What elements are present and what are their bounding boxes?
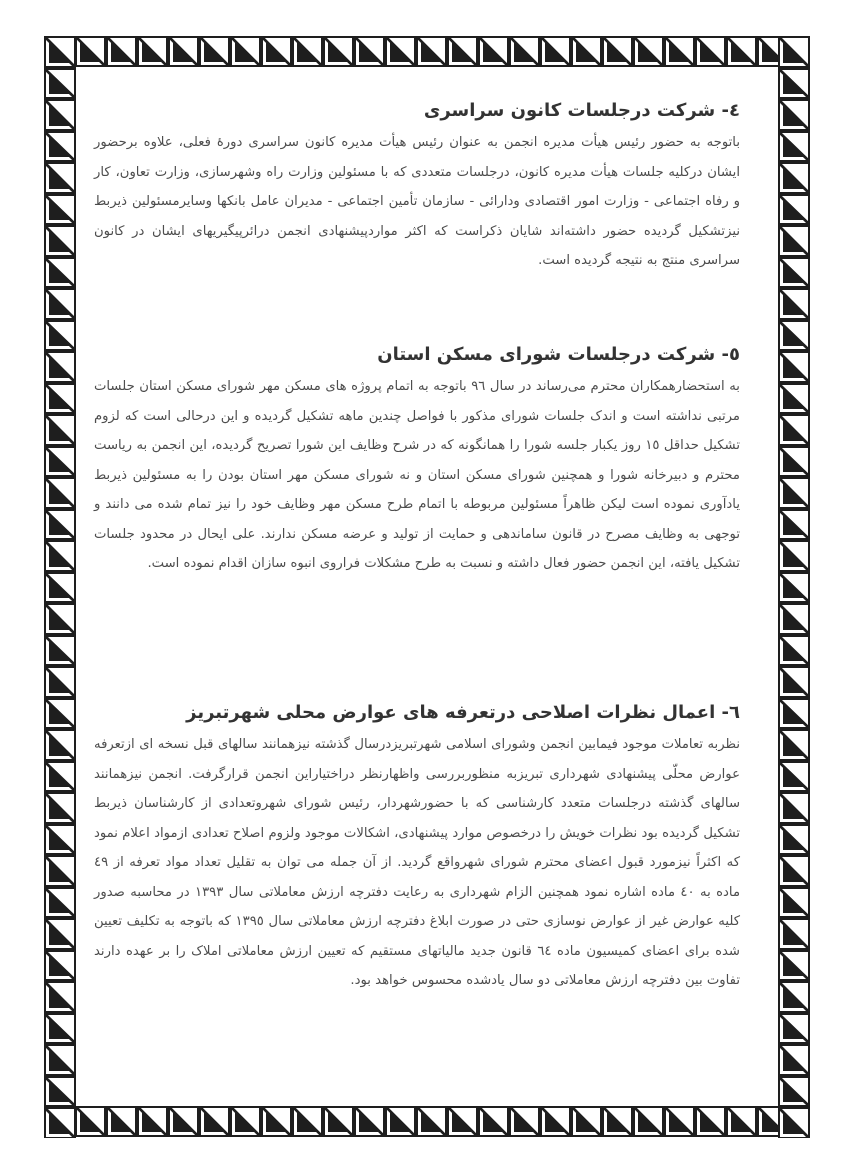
border-tile: [478, 1106, 509, 1137]
border-tile: [571, 1106, 602, 1137]
border-tile: [106, 1106, 137, 1137]
border-tile: [778, 383, 810, 415]
border-tile: [44, 477, 76, 509]
border-tile: [778, 446, 810, 478]
border-tile: [292, 36, 323, 67]
border-tile: [571, 36, 602, 67]
border-tile: [44, 698, 76, 730]
border-top: [44, 36, 810, 68]
border-tile: [354, 36, 385, 67]
border-tile: [778, 698, 810, 730]
border-tile: [44, 824, 76, 856]
border-tile: [44, 729, 76, 761]
border-tile: [778, 68, 810, 100]
border-tile: [44, 446, 76, 478]
border-tile: [137, 36, 168, 67]
border-tile: [106, 36, 137, 67]
border-tile: [44, 855, 76, 887]
border-tile: [509, 36, 540, 67]
border-tile: [778, 320, 810, 352]
border-tile: [778, 1013, 810, 1045]
border-tile: [44, 383, 76, 415]
border-tile: [540, 36, 571, 67]
border-tile: [75, 36, 106, 67]
border-tile: [44, 36, 76, 68]
border-tile: [633, 1106, 664, 1137]
border-tile: [292, 1106, 323, 1137]
border-tile: [778, 288, 810, 320]
border-tile: [509, 1106, 540, 1137]
section-body: نظربه تعاملات موجود فیمابین انجمن وشورای اسلامی شهرتبریزدرسال گذشته نیزهمانند سالهای قبل نسخه ای ازتعرفه عوارض محلّی پیشنهادی شهرداری تبریزبه منظوربررسی واظهارنظر دراختیاراین انجمن قرارگرفت. انجمن نیزهمانند سالهای گذشته درجلسات متعدد کارشناسی که با حضورشهردار، رئیس شورای شهروتعدادی از کارشناسان ذیربط تشکیل گردیده بود نظرات خویش را درخصوص موارد پیشنهادی، اشکالات موجود ولزوم اصلاح تعدادی ازمواد اعلام نمود که اکثراً نیزمورد قبول اعضای محترم شورای شهرواقع گردید. از آن جمله می توان به تقلیل تعداد مواد تعرفه از ٤٩ ماده به ٤٠ ماده اشاره نمود همچنین الزام شهرداری به رعایت دفترچه ارزش معاملاتی سال ١٣٩٣ در محاسبه صدور کلیه عوارض غیر از عوارض نوسازی حتی در صورت ابلاغ دفترچه ارزش معاملاتی سال ١٣٩٥ که باتوجه به تکلیف تعیین شده برای اعضای کمیسیون ماده ٦٤ قانون جدید مالیاتهای مستقیم که تعیین ارزش معاملاتی املاک را بر عهده دارند تفاوت بین دفترچه ارزش معاملاتی دو سال یادشده محسوس خواهد بود.: [94, 737, 741, 988]
border-tile: [778, 131, 810, 163]
border-tile: [44, 320, 76, 352]
border-tile: [323, 36, 354, 67]
border-tile: [44, 540, 76, 572]
border-tile: [447, 36, 478, 67]
border-tile: [44, 603, 76, 635]
border-tile: [44, 225, 76, 257]
border-tile: [664, 1106, 695, 1137]
border-tile: [44, 1013, 76, 1045]
section-heading: ٥- شرکت درجلسات شورای مسکن استان: [377, 344, 740, 365]
border-tile: [778, 477, 810, 509]
border-tile: [633, 36, 664, 67]
border-tile: [44, 68, 76, 100]
border-tile: [44, 1076, 76, 1108]
border-tile: [778, 194, 810, 226]
border-tile: [778, 351, 810, 383]
border-tile: [778, 918, 810, 950]
border-tile: [168, 1106, 199, 1137]
border-tile: [261, 1106, 292, 1137]
border-tile: [44, 257, 76, 289]
page-content: [94, 86, 740, 1086]
border-tile: [778, 540, 810, 572]
border-tile: [778, 509, 810, 541]
border-tile: [778, 36, 810, 68]
section-body: به استحضارهمکاران محترم می‌رساند در سال ٩٦ باتوجه به اتمام پروژه های مسکن مهر شورای مسکن استان جلسات مرتبی نداشته است و اندک جلسات شورای مذکور با فواصل چندین ماهه تشکیل گردیده و این درحالی است که لزوم تشکیل حداقل ١٥ روز یکبار جلسه شورا را همانگونه که در شرح وظایف این شورا تصریح گردیده، این انجمن به ریاست محترم و دبیرخانه شورا و همچنین شورای مسکن استان و نه شورای مسکن مهر استان بودن را به مسئولین ذیربط یادآوری نموده است لیکن ظاهراً مسئولین مربوطه با اتمام طرح مسکن مهر وظایف خود را نیز تمام شده می دانند و توجهی به وظایف مصرح در قانون ساماندهی و حمایت از تولید و عرضه مسکن ندارند. علی ایحال در محدود جلسات تشکیل یافته، این انجمن حضور فعال داشته و نسبت به طرح مشکلات فراروی انبوه سازان اقدام نموده است.: [94, 379, 740, 571]
section-heading: ٦- اعمال نظرات اصلاحی درتعرفه های عوارض محلی شهرتبریز: [186, 702, 740, 723]
border-tile: [385, 36, 416, 67]
border-tile: [44, 761, 76, 793]
border-tile: [44, 666, 76, 698]
border-tile: [416, 36, 447, 67]
border-tile: [44, 572, 76, 604]
border-tile: [602, 36, 633, 67]
border-tile: [778, 1107, 810, 1138]
border-tile: [44, 509, 76, 541]
border-tile: [354, 1106, 385, 1137]
border-bottom: [44, 1106, 810, 1138]
border-tile: [695, 1106, 726, 1137]
border-tile: [778, 162, 810, 194]
section-heading: ٤- شرکت درجلسات کانون سراسری: [423, 100, 740, 121]
border-tile: [323, 1106, 354, 1137]
border-tile: [137, 1106, 168, 1137]
border-tile: [778, 572, 810, 604]
border-tile: [44, 288, 76, 320]
border-tile: [778, 824, 810, 856]
border-tile: [168, 36, 199, 67]
border-tile: [726, 36, 757, 67]
border-tile: [695, 36, 726, 67]
border-tile: [778, 1076, 810, 1108]
border-tile: [778, 981, 810, 1013]
border-tile: [230, 36, 261, 67]
border-tile: [75, 1106, 106, 1137]
border-tile: [726, 1106, 757, 1137]
border-right: [778, 36, 810, 1138]
border-tile: [778, 792, 810, 824]
border-tile: [778, 635, 810, 667]
border-tile: [199, 36, 230, 67]
section-6: [94, 696, 740, 996]
border-tile: [778, 950, 810, 982]
section-4: [94, 94, 740, 276]
border-tile: [44, 918, 76, 950]
border-tile: [44, 792, 76, 824]
border-tile: [602, 1106, 633, 1137]
border-tile: [778, 99, 810, 131]
border-tile: [44, 635, 76, 667]
border-tile: [230, 1106, 261, 1137]
border-tile: [447, 1106, 478, 1137]
border-tile: [44, 162, 76, 194]
section-body: باتوجه به حضور رئیس هیأت مدیره انجمن به عنوان رئیس هیأت مدیره کانون سراسری دورهٔ فعلی، علاوه برحضور ایشان درکلیه جلسات هیأت مدیره کانون، درجلسات متعددی که با مسئولین وزارت راه وشهرسازی، وزارت تعاون، کار و رفاه اجتماعی - وزارت امور اقتصادی ودارائی - سازمان تأمین اجتماعی - مدیران عامل بانکها وسایرمسئولین ذیربط نیزتشکیل گردیده حضور داشته‌اند شایان ذکراست که اکثر مواردپیشنهادی انجمن درائرپیگیریهای ایشان در کانون سراسری منتج به نتیجه گردیده است.: [94, 135, 740, 268]
border-tile: [778, 603, 810, 635]
border-tile: [416, 1106, 447, 1137]
border-tile: [478, 36, 509, 67]
border-tile: [44, 131, 76, 163]
border-tile: [261, 36, 292, 67]
border-tile: [778, 729, 810, 761]
border-tile: [44, 950, 76, 982]
border-tile: [44, 887, 76, 919]
border-tile: [778, 761, 810, 793]
border-tile: [778, 666, 810, 698]
border-tile: [778, 225, 810, 257]
border-tile: [778, 855, 810, 887]
border-tile: [778, 1044, 810, 1076]
border-tile: [778, 257, 810, 289]
border-tile: [44, 351, 76, 383]
border-tile: [778, 414, 810, 446]
border-tile: [44, 414, 76, 446]
border-tile: [385, 1106, 416, 1137]
section-5: [94, 338, 740, 579]
border-tile: [664, 36, 695, 67]
border-tile: [540, 1106, 571, 1137]
border-tile: [44, 99, 76, 131]
border-tile: [44, 1107, 76, 1138]
border-left: [44, 36, 76, 1138]
border-tile: [44, 981, 76, 1013]
border-tile: [199, 1106, 230, 1137]
border-tile: [778, 887, 810, 919]
border-tile: [44, 1044, 76, 1076]
border-tile: [44, 194, 76, 226]
